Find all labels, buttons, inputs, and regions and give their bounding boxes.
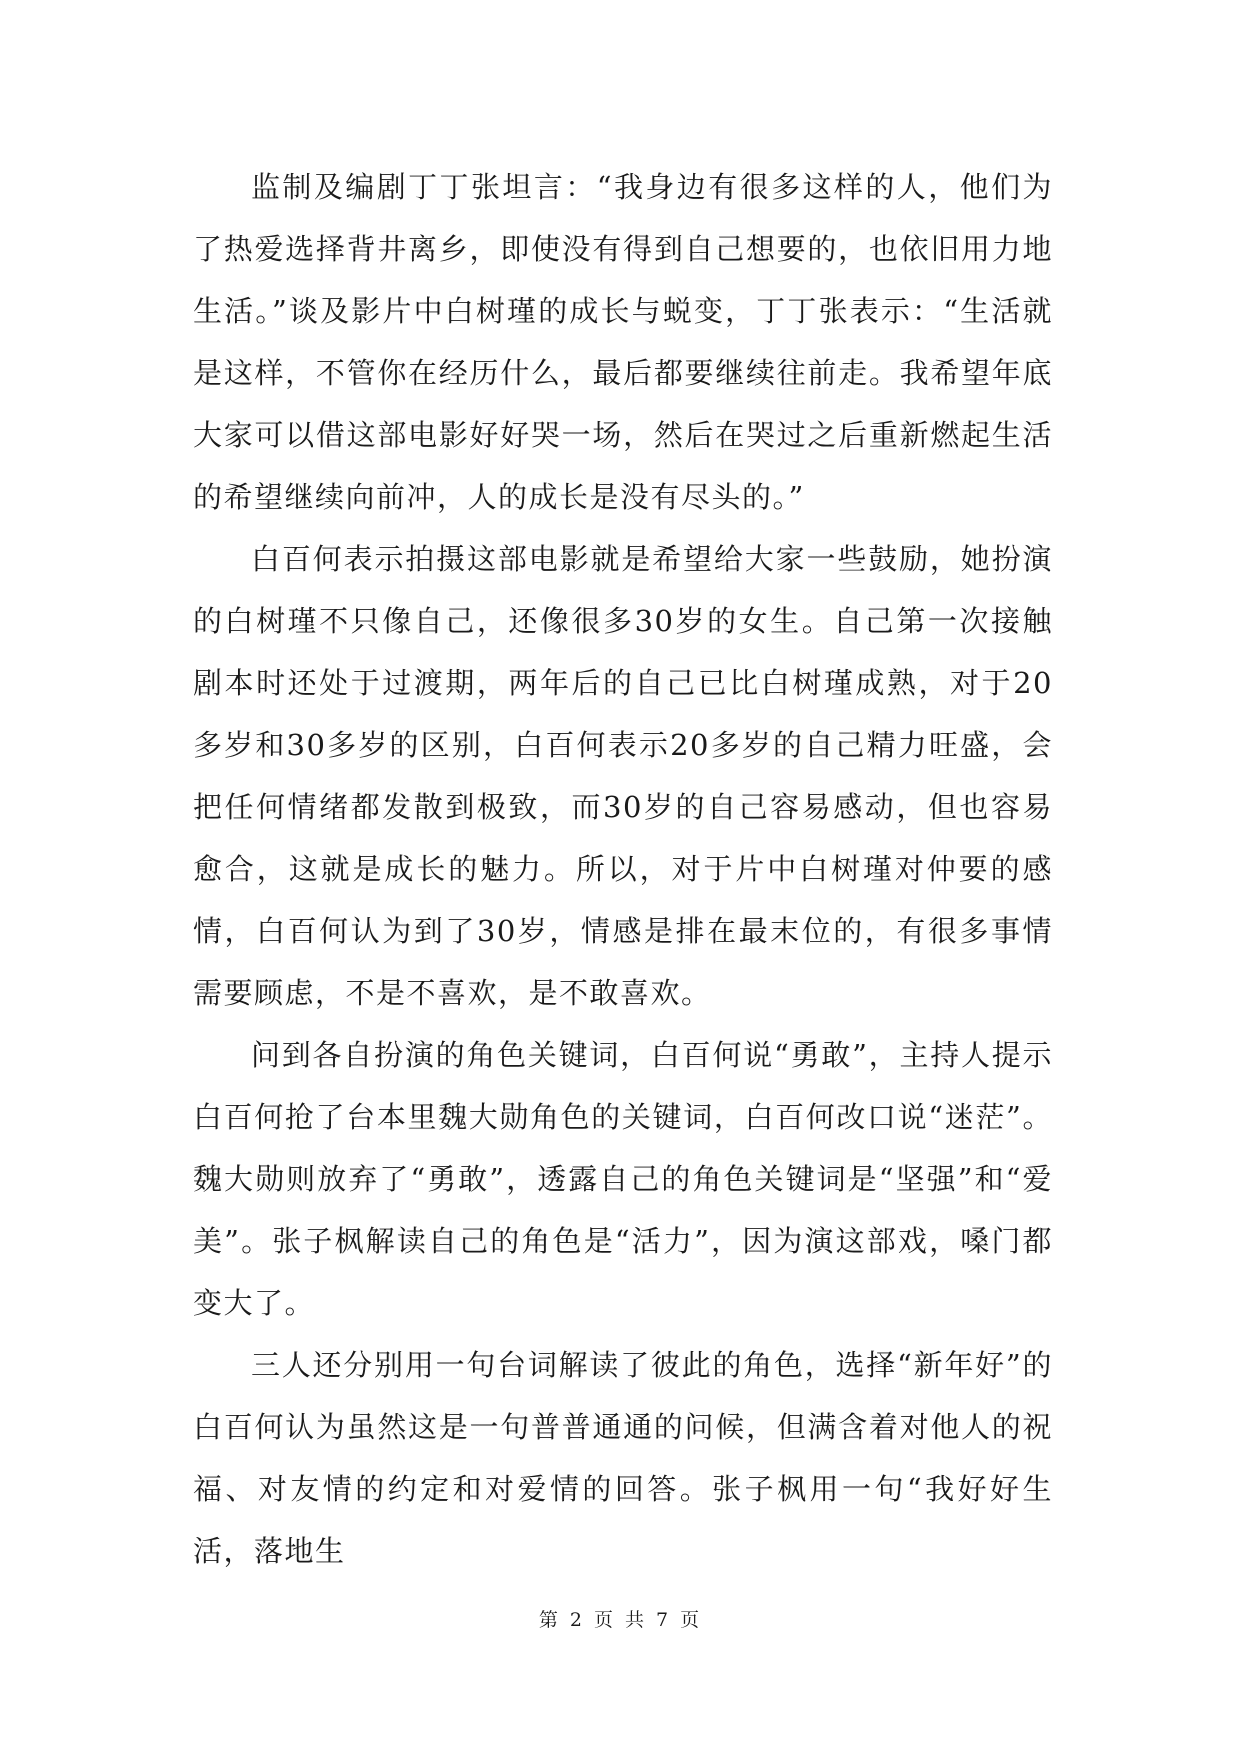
document-body [193, 156, 1053, 1582]
paragraph-4: 三人还分别用一句台词解读了彼此的角色，选择“新年好”的白百何认为虽然这是一句普普通通的问候，但满含着对他人的祝福、对友情的约定和对爱情的回答。张子枫用一句“我好好生活，落地生 [193, 1348, 1053, 1568]
page-number-footer: 第 2 页 共 7 页 [538, 1609, 703, 1631]
paragraph-2: 白百何表示拍摄这部电影就是希望给大家一些鼓励，她扮演的白树瑾不只像自己，还像很多30岁的女生。自己第一次接触剧本时还处于过渡期，两年后的自己已比白树瑾成熟，对于20多岁和30多岁的区别，白百何表示20多岁的自己精力旺盛，会把任何情绪都发散到极致，而30岁的自己容易感动，但也容易愈合，这就是成长的魅力。所以，对于片中白树瑾对仲要的感情，白百何认为到了30岁，情感是排在最末位的，有很多事情需要顾虑，不是不喜欢，是不敢喜欢。 [193, 542, 1053, 1010]
paragraph-1: 监制及编剧丁丁张坦言：“我身边有很多这样的人，他们为了热爱选择背井离乡，即使没有得到自己想要的，也依旧用力地生活。”谈及影片中白树瑾的成长与蜕变，丁丁张表示：“生活就是这样，不管你在经历什么，最后都要继续往前走。我希望年底大家可以借这部电影好好哭一场，然后在哭过之后重新燃起生活的希望继续向前冲，人的成长是没有尽头的。” [193, 170, 1053, 514]
paragraph-3: 问到各自扮演的角色关键词，白百何说“勇敢”，主持人提示白百何抢了台本里魏大勋角色的关键词，白百何改口说“迷茫”。魏大勋则放弃了“勇敢”，透露自己的角色关键词是“坚强”和“爱美”。张子枫解读自己的角色是“活力”，因为演这部戏，嗓门都变大了。 [193, 1038, 1053, 1320]
